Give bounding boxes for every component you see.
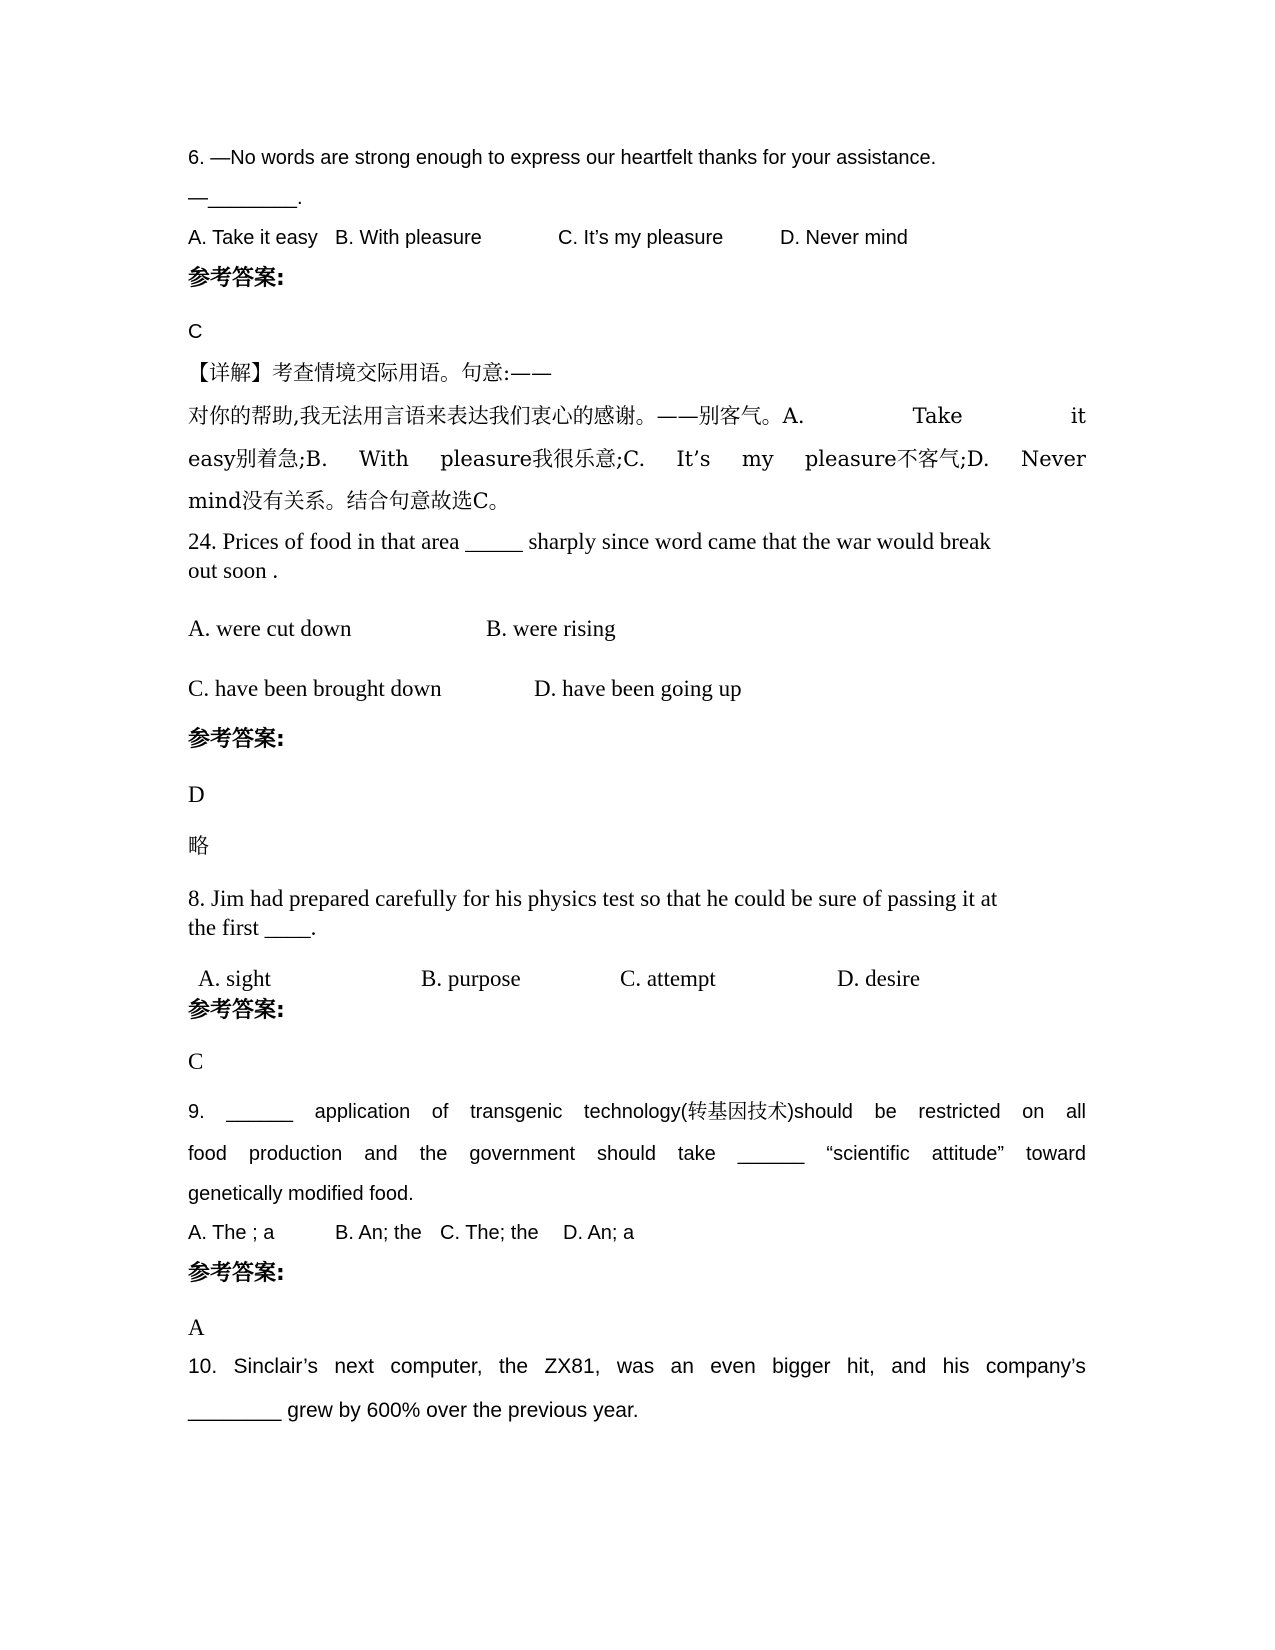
q6-exp3-word: my [741,447,774,471]
q8-option-a: A. sight [198,966,271,991]
q6-option-b: B. With pleasure [335,227,482,249]
q9-word: food [188,1143,227,1165]
q10-word: next [334,1355,375,1378]
q8-stem-line-1: 8. Jim had prepared carefully for his physics test so that he could be sure of passing it at [188,886,998,911]
q9-word: transgenic [470,1101,563,1123]
q9-word: production [248,1143,343,1165]
q8-stem-line-2: the first ____. [188,915,317,940]
q6-exp3-word: easy别着急;B. [188,447,328,471]
q6-answer: C [188,321,203,343]
q10-stem-line-1 [188,1356,1086,1377]
q8-option-c: C. attempt [620,966,716,991]
q9-word: the [419,1143,448,1165]
q9-word: 9. [188,1101,205,1123]
q6-option-c: C. It’s my pleasure [558,227,724,249]
q10-word: an [670,1355,694,1378]
q9-option-d: D. An; a [563,1222,635,1244]
q6-exp3-word: pleasure不客气;D. [804,447,990,471]
q9-word: be [874,1101,897,1123]
q10-word: company’s [985,1355,1086,1378]
q9-option-c: C. The; the [440,1222,539,1244]
q10-word: the [498,1355,529,1378]
q24-option-d: D. have been going up [534,676,742,701]
q8-option-b: B. purpose [421,966,521,991]
q6-exp3-word: Never [1020,447,1086,471]
q9-answer-label: 参考答案: [188,1261,285,1286]
q9-word: all [1065,1101,1086,1123]
q9-word: attitude” [931,1143,1004,1165]
q6-answer-label: 参考答案: [188,266,285,291]
q9-word: of [431,1101,449,1123]
q24-option-b: B. were rising [486,616,616,641]
q6-exp3-word: With [359,447,409,471]
q24-answer-label: 参考答案: [188,727,285,752]
q24-answer: D [188,782,205,807]
q6-exp2-word: 对你的帮助,我无法用言语来表达我们衷心的感谢。——别客气。A. [188,404,805,428]
q6-explanation-line-2 [188,406,1086,427]
q6-option-d: D. Never mind [780,227,908,249]
q8-answer: C [188,1049,204,1074]
q9-word: “scientific [826,1143,910,1165]
q9-stem-line-2 [188,1144,1086,1164]
q9-stem-line-1 [188,1102,1086,1122]
q10-word: ZX81, [544,1355,601,1378]
q9-word: application [314,1101,411,1123]
q9-word: should [597,1143,656,1165]
q9-word: government [469,1143,576,1165]
q6-exp2-word: it [1070,404,1086,428]
q24-option-c: C. have been brought down [188,676,442,701]
q9-blank: ______ [737,1143,805,1165]
q9-answer: A [188,1315,205,1340]
q6-exp3-word: It’s [676,447,711,471]
q9-option-a: A. The ; a [188,1222,275,1244]
q9-word: take [677,1143,716,1165]
q9-word: restricted [918,1101,1001,1123]
q9-word: and [364,1143,398,1165]
q10-stem-line-2: ________ grew by 600% over the previous year. [188,1399,639,1422]
q24-explanation: 略 [188,834,209,858]
q10-word: computer, [390,1355,483,1378]
q8-answer-label: 参考答案: [188,998,285,1023]
q10-word: hit, [846,1355,875,1378]
q6-explanation-line-3 [188,449,1086,470]
q9-blank: ______ [226,1101,294,1123]
q8-option-d: D. desire [837,966,921,991]
q9-option-b: B. An; the [335,1222,422,1244]
q24-stem-line-2: out soon . [188,558,279,583]
q10-word: and [891,1355,927,1378]
q10-word: was [616,1355,655,1378]
q10-word: 10. [188,1355,218,1378]
q9-stem-line-3: genetically modified food. [188,1183,414,1205]
q9-word: on [1022,1101,1045,1123]
q10-word: bigger [772,1355,831,1378]
q10-word: even [710,1355,756,1378]
q10-word: his [942,1355,970,1378]
q6-explanation-line-4: mind没有关系。结合句意故选C。 [188,489,510,513]
q24-option-a: A. were cut down [188,616,352,641]
q6-exp3-word: pleasure我很乐意;C. [440,447,646,471]
q9-word: toward [1025,1143,1086,1165]
q6-stem: 6. —No words are strong enough to express our heartfelt thanks for your assistance. [188,147,937,169]
q6-option-a: A. Take it easy [188,227,318,249]
q24-stem-line-1: 24. Prices of food in that area _____ sharply since word came that the war would break [188,529,991,554]
q6-explanation-line-1: 【详解】考查情境交际用语。句意:—— [188,361,553,385]
q6-reply-blank: —________. [188,187,303,209]
q9-word: technology(转基因技术)should [583,1101,853,1123]
q6-exp2-word: Take [912,404,963,428]
q10-word: Sinclair’s [233,1355,318,1378]
